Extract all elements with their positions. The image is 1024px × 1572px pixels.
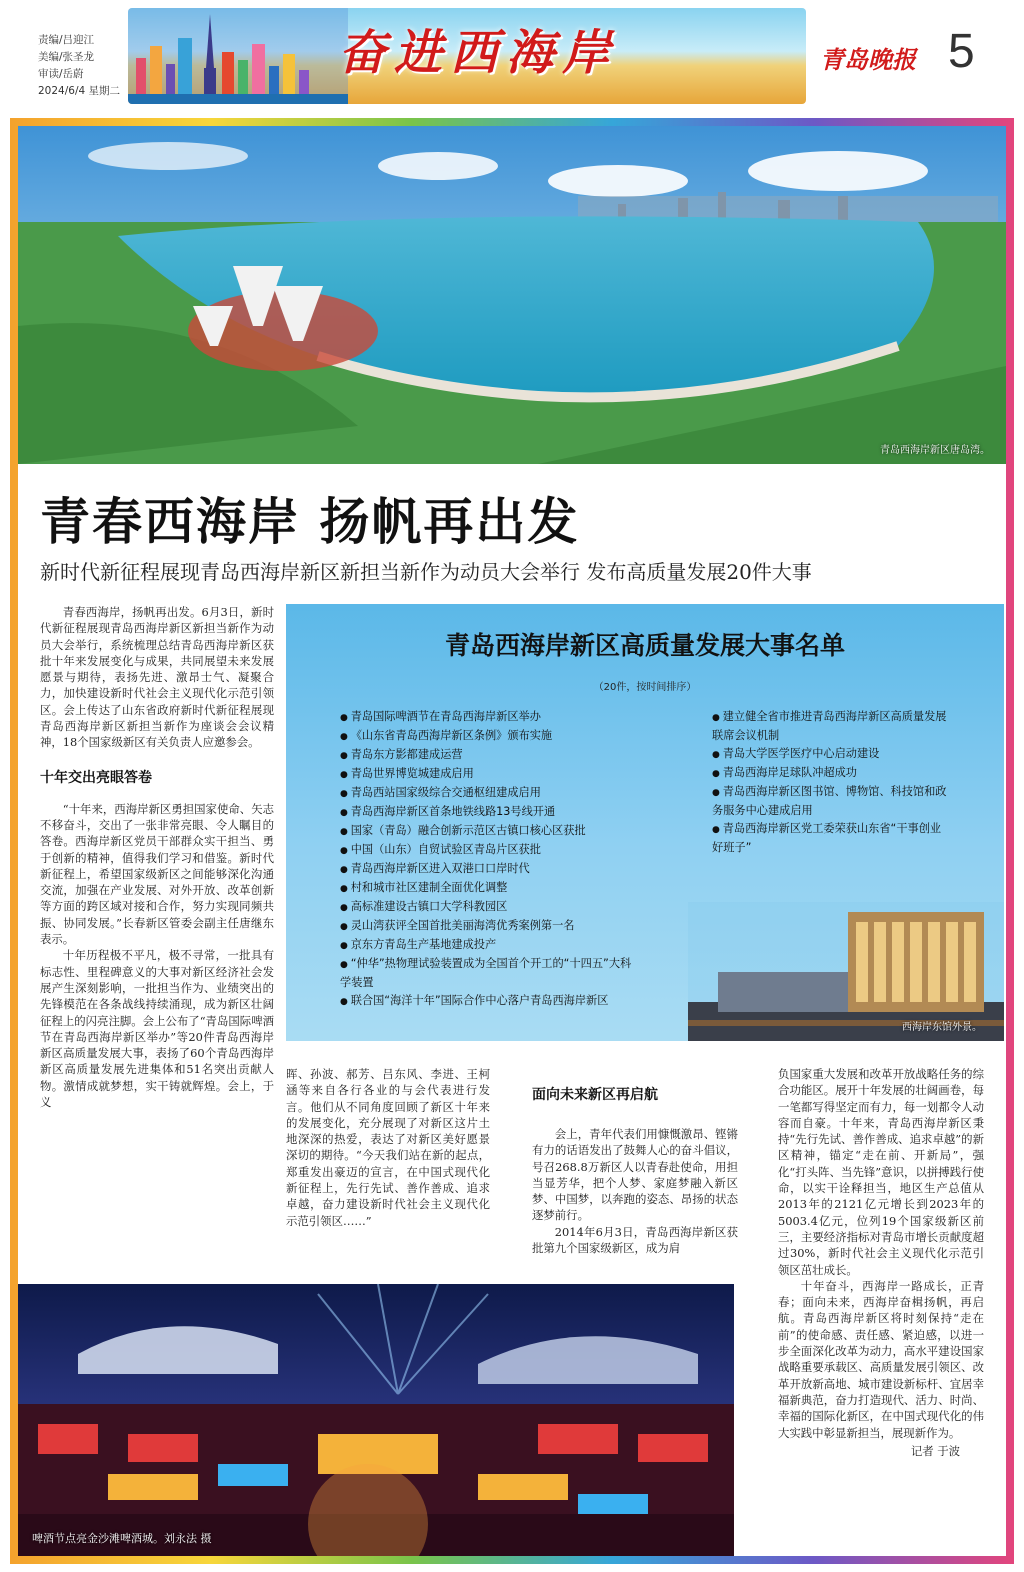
events-list-right — [712, 708, 952, 857]
paragraph: 2014年6月3日，青岛西海岸新区获批第九个国家级新区，成为肩 — [532, 1224, 738, 1256]
section-heading-1: 十年交出亮眼答卷 — [40, 769, 152, 786]
issue-date: 2024/6/4 星期二 — [38, 85, 120, 97]
editor-line: 责编/吕迎江 — [38, 34, 95, 46]
list-item: ● 青岛世界博览城建成启用 — [340, 765, 640, 784]
major-events-box — [286, 604, 1004, 1041]
banner-title: 奋进西海岸 — [338, 25, 619, 81]
designer-line: 美编/张圣龙 — [38, 51, 95, 63]
bay-photo-illustration — [18, 126, 1006, 464]
list-item: ● 国家（青岛）融合创新示范区古镇口核心区获批 — [340, 822, 640, 841]
list-item: ● 京东方青岛生产基地建成投产 — [340, 936, 640, 955]
masthead-meta — [38, 32, 120, 100]
hero-photo-caption: 青岛西海岸新区唐岛湾。 — [880, 445, 990, 456]
festival-photo-caption: 啤酒节点亮金沙滩啤酒城。刘永法 摄 — [32, 1532, 212, 1545]
sub-headline: 新时代新征程展现青岛西海岸新区新担当新作为动员大会举行 发布高质量发展20件大事 — [40, 560, 812, 584]
list-item: ● 《山东省青岛西海岸新区条例》颁布实施 — [340, 727, 640, 746]
article-column-3 — [532, 1066, 738, 1256]
paragraph: “十年来，西海岸新区勇担国家使命、矢志不移奋斗，交出了一张非常亮眼、令人瞩目的答卷。西海岸新区党员干部群众实干担当、勇于创新的精神，值得我们学习和借鉴。新时代新征程上，希望国家级新区之间能够深化沟通交流，加强在产业发展、对外开放、改革创新等方面的跨区域对接和合作，努力实现同频共振、协同发展。”长春新区管委会副主任唐继东表示。 — [40, 801, 274, 947]
list-item: ● 青岛西海岸新区党工委荣获山东省“干事创业好班子” — [712, 820, 952, 857]
list-item: ● 青岛西海岸新区进入双港口口岸时代 — [340, 860, 640, 879]
events-list-left — [340, 708, 640, 1011]
list-item: ● 青岛西海岸新区首条地铁线路13号线开通 — [340, 803, 640, 822]
beer-festival-night-photo — [18, 1284, 734, 1556]
article-column-4 — [778, 1066, 984, 1459]
main-headline: 青春西海岸 扬帆再出发 — [40, 493, 580, 551]
list-item: ● 灵山湾获评全国首批美丽海湾优秀案例第一名 — [340, 917, 640, 936]
festival-photo-illustration — [18, 1284, 734, 1556]
list-item: ● 青岛东方影都建成运营 — [340, 746, 640, 765]
paragraph: 十年历程极不平凡，极不寻常，一批具有标志性、里程碑意义的大事对新区经济社会发展产生深刻影响，一批担当作为、业绩突出的先锋模范在各条战线持续涌现，成为新区壮阔征程上的闪亮注脚。会上公布了“青岛国际啤酒节在青岛西海岸新区举办”等20件青岛西海岸新区高质量发展大事，表扬了60个青岛西海岸新区高质量发展先进集体和51名突出贡献人物。激情成就梦想，实干铸就辉煌。会上，于义 — [40, 948, 274, 1110]
museum-photo-caption: 西海岸东馆外景。 — [902, 1022, 982, 1033]
bay-aerial-photo — [18, 126, 1006, 464]
list-item: ● 建立健全省市推进青岛西海岸新区高质量发展联席会议机制 — [712, 708, 952, 745]
list-item: ● 青岛西海岸足球队冲超成功 — [712, 764, 952, 783]
list-item: ● 中国（山东）自贸试验区青岛片区获批 — [340, 841, 640, 860]
section-banner — [128, 8, 806, 104]
list-item: ● 联合国“海洋十年”国际合作中心落户青岛西海岸新区 — [340, 992, 640, 1011]
list-item: ● 青岛西海岸新区图书馆、博物馆、科技馆和政务服务中心建成启用 — [712, 783, 952, 820]
paragraph: 会上，青年代表们用慷慨激昂、铿锵有力的话语发出了鼓舞人心的奋斗倡议，号召268.8万新区人以青春赴使命，用担当显芳华，把个人梦、家庭梦融入新区梦、中国梦，以奔跑的姿态、昂扬的状态逐梦前行。 — [532, 1127, 738, 1223]
events-box-subtitle: （20件，按时间排序） — [593, 682, 697, 693]
newspaper-name: 青岛晚报 — [820, 45, 916, 74]
list-item: ● 青岛大学医学医疗中心启动建设 — [712, 745, 952, 764]
reviewer-line: 审读/岳蔚 — [38, 68, 84, 80]
article-column-2 — [286, 1066, 490, 1229]
list-item: ● “仲华”热物理试验装置成为全国首个开工的“十四五”大科学装置 — [340, 955, 640, 992]
city-skyline-illustration — [128, 8, 348, 104]
page-number: 5 — [948, 25, 975, 78]
list-item: ● 青岛西站国家级综合交通枢纽建成启用 — [340, 784, 640, 803]
list-item: ● 青岛国际啤酒节在青岛西海岸新区举办 — [340, 708, 640, 727]
byline: 记者 于波 — [910, 1443, 960, 1458]
paragraph: 晖、孙波、郝芳、吕东风、李进、王柯涵等来自各行各业的与会代表进行发言。他们从不同角度回顾了新区十年来的发展变化，充分展现了对新区这片土地深深的热爱，表达了对新区美好愿景深切的期待。“今天我们站在新的起点，郑重发出豪迈的宣言，在中国式现代化新征程上，先行先试、善作善成、追求卓越，奋力建设新时代社会主义现代化示范引领区……” — [286, 1067, 490, 1228]
paragraph: 负国家重大发展和改革开放战略任务的综合功能区。展开十年发展的壮阔画卷，每一笔都写得坚定而有力，每一划都令人动容而自豪。十年来，青岛西海岸新区秉持“先行先试、善作善成、追求卓越”的新区精神，锚定“走在前、开新局”，强化“打头阵、当先锋”意识，以拼搏践行使命，以实干诠释担当，地区生产总值从2013年的2121亿元增长到2023年的5003.4亿元，位列19个国家级新区前三，主要经济指标对青岛市增长贡献度超过30%，新时代社会主义现代化示范引领区茁壮成长。 — [778, 1067, 984, 1277]
article-column-1 — [40, 604, 274, 1110]
events-box-title: 青岛西海岸新区高质量发展大事名单 — [444, 631, 845, 660]
lead-paragraph: 青春西海岸，扬帆再出发。6月3日，新时代新征程展现青岛西海岸新区新担当新作为动员大会举行，系统梳理总结青岛西海岸新区获批十年来发展变化与成果，共同展望未来发展愿景与期待，表扬先进、激昂士气、凝聚合力，加快建设新时代社会主义现代化示范引领区。会上传达了山东省政府新时代新征程展现青岛西海岸新区新担当新作为座谈会会议精神，18个国家级新区有关负责人应邀参会。 — [40, 605, 274, 750]
list-item: ● 村和城市社区建制全面优化调整 — [340, 879, 640, 898]
paragraph: 十年奋斗，西海岸一路成长，正青春；面向未来，西海岸奋楫扬帆，再启航。青岛西海岸新区将时刻保持“走在前”的使命感、责任感、紧迫感，以进一步全面深化改革为动力，高水平建设国家战略重要承载区、高质量发展引领区、改革开放新高地、城市建设新标杆、宜居幸福新典范，奋力打造现代、活力、时尚、幸福的国际化新区，在中国式现代化的伟大实践中彰显新担当，展现新作为。 — [778, 1278, 984, 1440]
list-item: ● 高标准建设古镇口大学科教园区 — [340, 898, 640, 917]
section-heading-2: 面向未来新区再启航 — [532, 1087, 658, 1103]
